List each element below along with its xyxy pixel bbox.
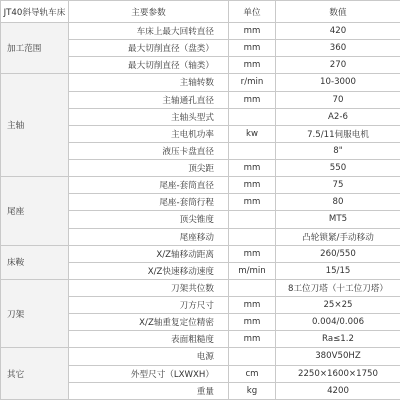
- unit-cell: mm: [229, 297, 276, 314]
- param-cell: X/Z轴重复定位精密: [69, 314, 229, 331]
- unit-cell: [229, 279, 276, 296]
- value-cell: 70: [276, 91, 400, 108]
- value-cell: 360: [276, 40, 400, 57]
- table-row: [1, 279, 400, 296]
- value-cell: 8工位刀塔（十工位刀塔）: [276, 279, 400, 296]
- unit-cell: [229, 142, 276, 159]
- value-cell: 0.004/0.006: [276, 314, 400, 331]
- param-cell: 液压卡盘直径: [69, 142, 229, 159]
- unit-cell: r/min: [229, 74, 276, 91]
- category-cell: 其它: [1, 348, 69, 400]
- table-row: [1, 245, 400, 262]
- param-cell: X/Z轴移动距离: [69, 245, 229, 262]
- category-cell: 床鞍: [1, 245, 69, 279]
- param-cell: 主轴通孔直径: [69, 91, 229, 108]
- unit-cell: mm: [229, 245, 276, 262]
- value-cell: Ra≤1.2: [276, 331, 400, 348]
- param-cell: 主轴转数: [69, 74, 229, 91]
- header-model: JT40斜导轨车床: [1, 1, 69, 23]
- value-cell: 550: [276, 160, 400, 177]
- unit-cell: [229, 108, 276, 125]
- param-cell: 顶尖距: [69, 160, 229, 177]
- unit-cell: mm: [229, 91, 276, 108]
- header-row: [1, 1, 400, 23]
- unit-cell: mm: [229, 40, 276, 57]
- unit-cell: mm: [229, 23, 276, 40]
- table-row: [1, 348, 400, 365]
- value-cell: 2250×1600×1750: [276, 365, 400, 382]
- table-row: [1, 23, 400, 40]
- value-cell: 凸轮锁紧/手动移动: [276, 228, 400, 245]
- param-cell: 重量: [69, 382, 229, 399]
- value-cell: 15/15: [276, 262, 400, 279]
- param-cell: 刀架共位数: [69, 279, 229, 296]
- unit-cell: cm: [229, 365, 276, 382]
- table-row: [1, 74, 400, 91]
- param-cell: 车床上最大回转直径: [69, 23, 229, 40]
- unit-cell: m/min: [229, 262, 276, 279]
- param-cell: 外型尺寸（LXWXH）: [69, 365, 229, 382]
- category-cell: 主轴: [1, 74, 69, 177]
- param-cell: 主轴头型式: [69, 108, 229, 125]
- value-cell: MT5: [276, 211, 400, 228]
- unit-cell: mm: [229, 314, 276, 331]
- value-cell: 7.5/11伺服电机: [276, 125, 400, 142]
- param-cell: 最大切削直径（轴类）: [69, 57, 229, 74]
- param-cell: 顶尖锥度: [69, 211, 229, 228]
- header-unit: 单位: [229, 1, 276, 23]
- value-cell: 380V50HZ: [276, 348, 400, 365]
- param-cell: X/Z快速移动速度: [69, 262, 229, 279]
- param-cell: 尾座-套筒行程: [69, 194, 229, 211]
- unit-cell: mm: [229, 331, 276, 348]
- value-cell: 270: [276, 57, 400, 74]
- value-cell: 260/550: [276, 245, 400, 262]
- param-cell: 电源: [69, 348, 229, 365]
- value-cell: 80: [276, 194, 400, 211]
- unit-cell: mm: [229, 160, 276, 177]
- unit-cell: kg: [229, 382, 276, 399]
- param-cell: 主电机功率: [69, 125, 229, 142]
- table-header: [1, 1, 400, 23]
- unit-cell: [229, 348, 276, 365]
- unit-cell: [229, 228, 276, 245]
- value-cell: 75: [276, 177, 400, 194]
- header-value: 数值: [276, 1, 400, 23]
- table-body: [1, 23, 400, 400]
- param-cell: 最大切削直径（盘类）: [69, 40, 229, 57]
- category-cell: 尾座: [1, 177, 69, 246]
- table-row: [1, 177, 400, 194]
- value-cell: 8": [276, 142, 400, 159]
- param-cell: 尾座-套筒直径: [69, 177, 229, 194]
- param-cell: 表面粗糙度: [69, 331, 229, 348]
- value-cell: A2-6: [276, 108, 400, 125]
- unit-cell: kw: [229, 125, 276, 142]
- category-cell: 加工范围: [1, 23, 69, 74]
- value-cell: 420: [276, 23, 400, 40]
- param-cell: 刀方尺寸: [69, 297, 229, 314]
- value-cell: 4200: [276, 382, 400, 399]
- param-cell: 尾座移动: [69, 228, 229, 245]
- unit-cell: [229, 211, 276, 228]
- unit-cell: mm: [229, 194, 276, 211]
- header-param: 主要参数: [69, 1, 229, 23]
- unit-cell: mm: [229, 177, 276, 194]
- category-cell: 刀架: [1, 279, 69, 348]
- value-cell: 25×25: [276, 297, 400, 314]
- unit-cell: mm: [229, 57, 276, 74]
- value-cell: 10-3000: [276, 74, 400, 91]
